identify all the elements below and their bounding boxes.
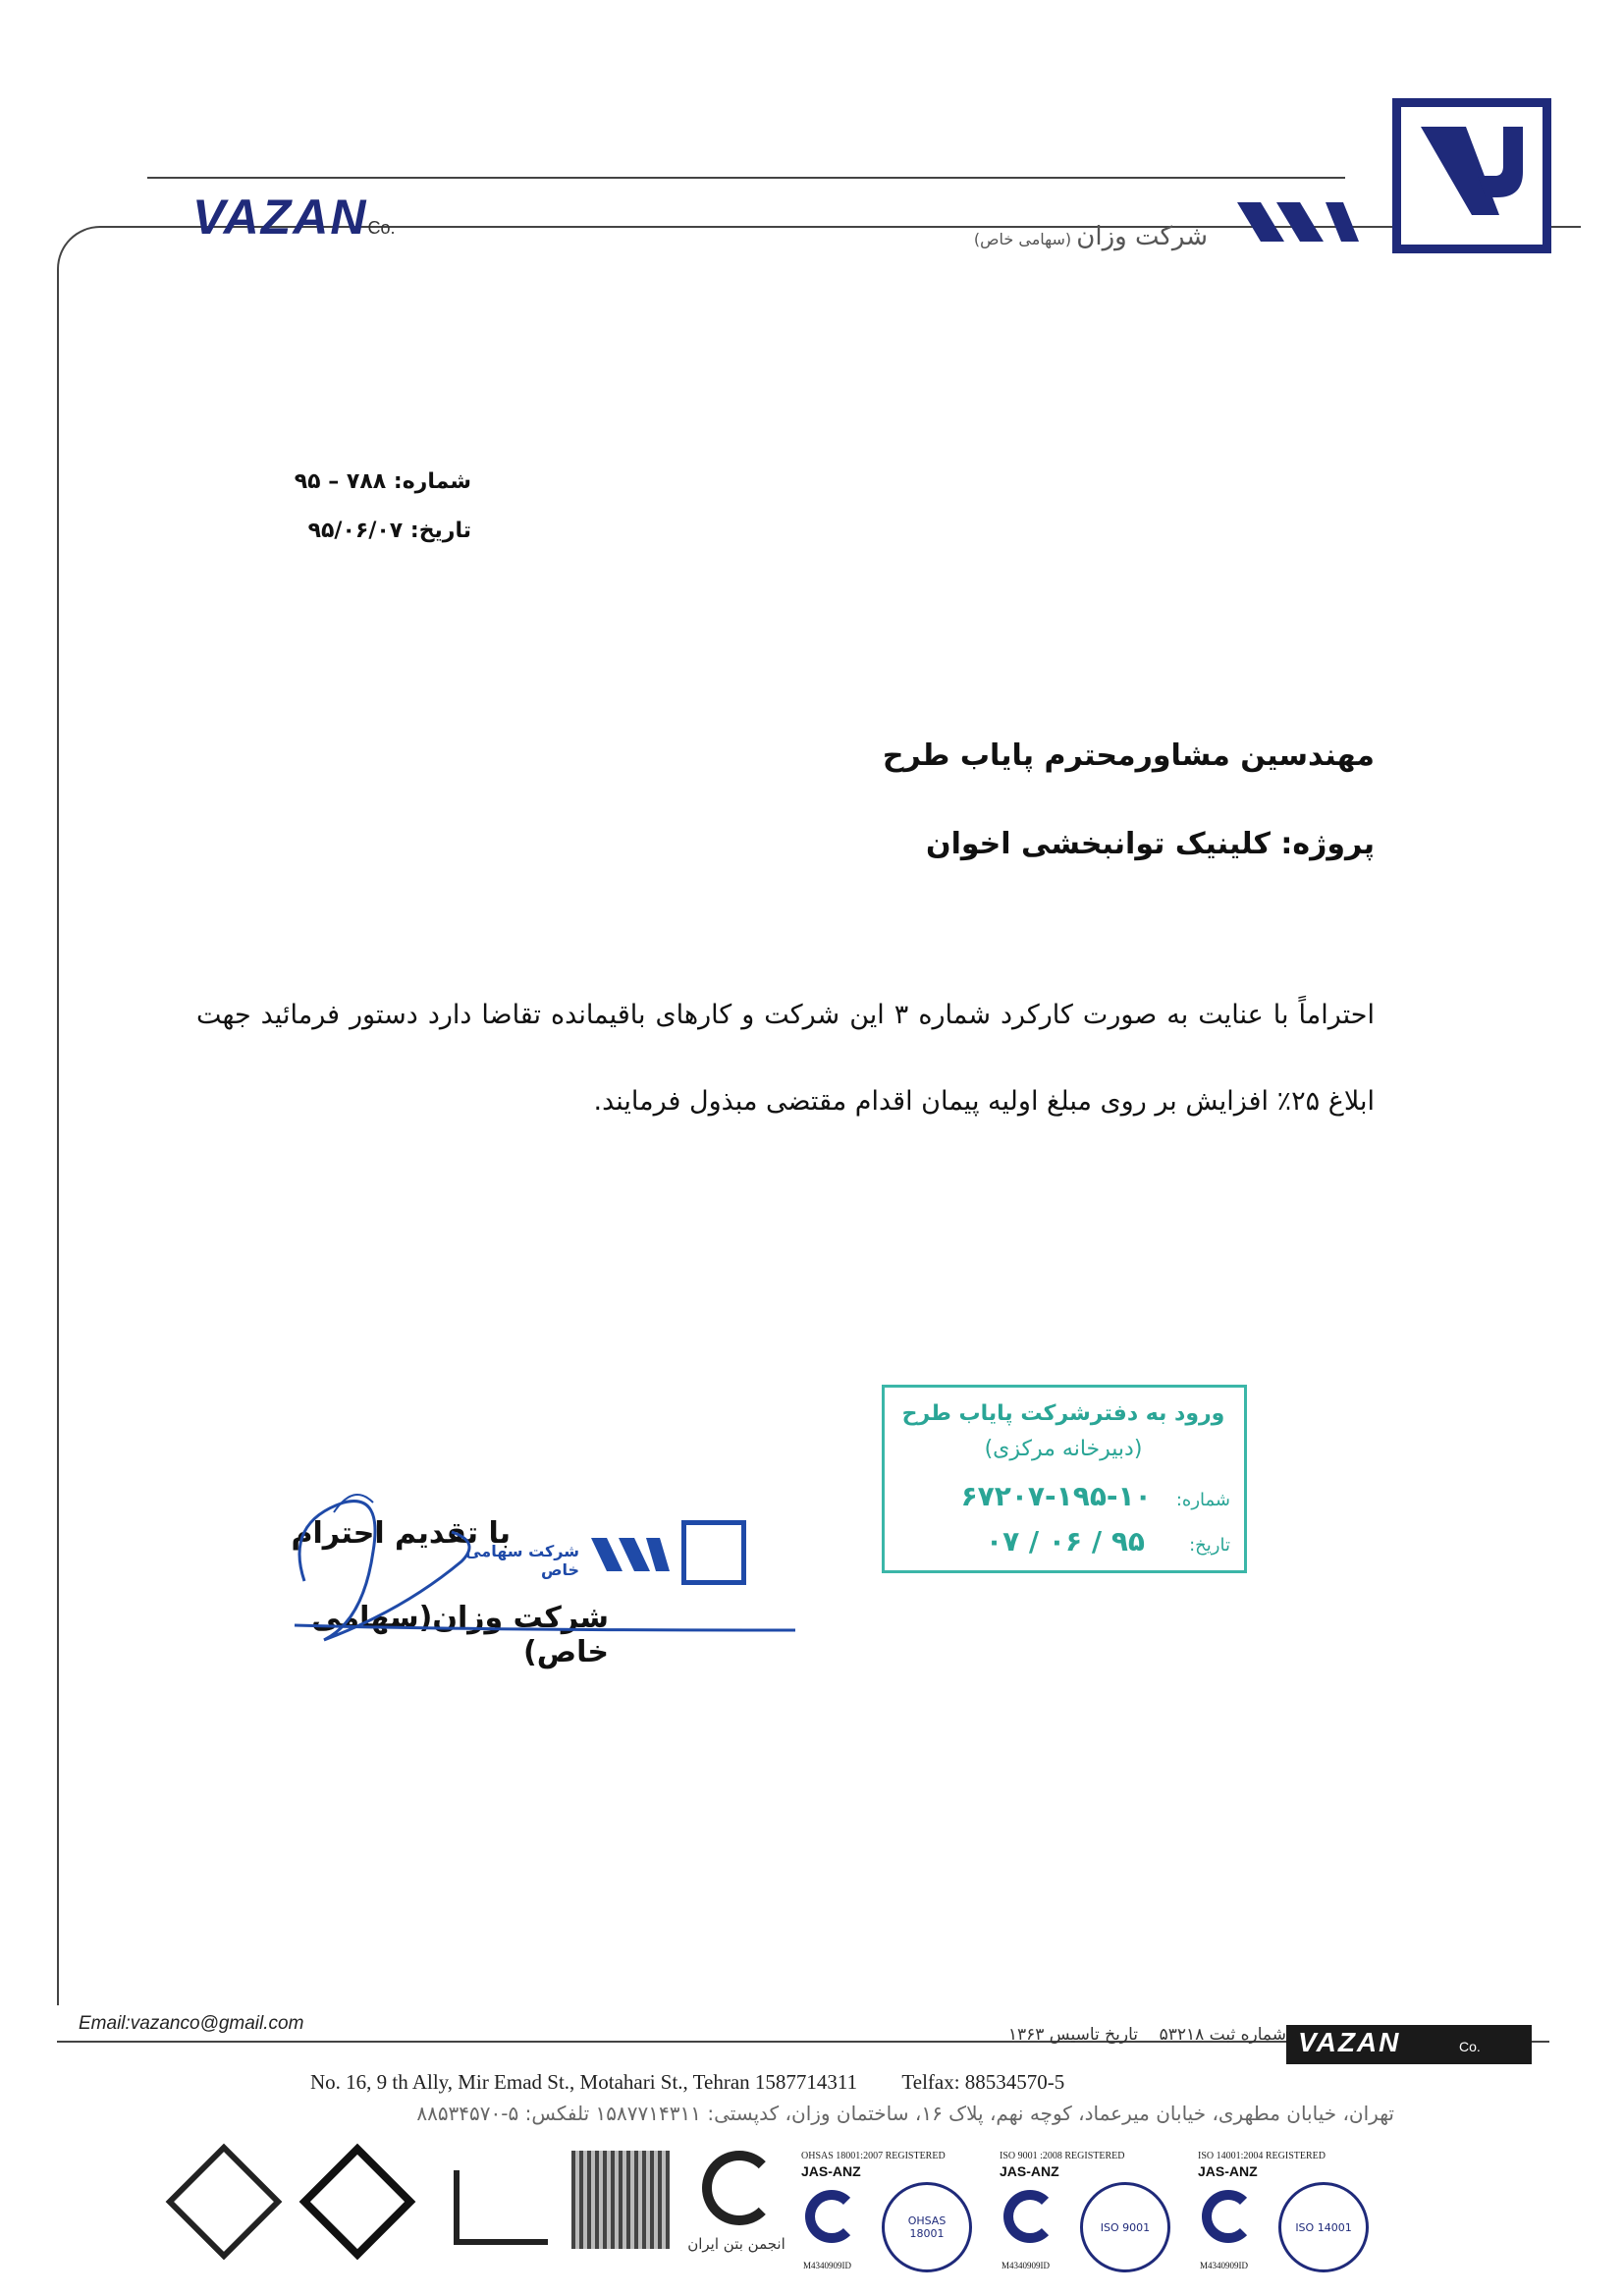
certification-1: [801, 2151, 982, 2288]
footer-registration-line: [864, 2025, 1286, 2045]
cert-1-seal-label: OHSAS 18001: [907, 2214, 947, 2240]
logo-mark-icon: [1401, 107, 1543, 245]
brand-slash-icon: [1227, 192, 1375, 251]
footer-registration: شماره ثبت ۵۳۲۱۸: [1159, 2025, 1286, 2045]
closing-line: با تقدیم احترام: [291, 1516, 511, 1551]
stamp-line-2: (دبیرخانه مرکزی): [984, 1437, 1143, 1461]
footer-brand-bar: [1286, 2025, 1532, 2064]
stamp-date-value: ۹۵ / ۰۶ / ۰۷: [985, 1525, 1146, 1558]
association-logo-3-icon: [454, 2170, 548, 2245]
stamp-date-row: [896, 1525, 1230, 1558]
reference-date-label: تاریخ:: [409, 519, 471, 543]
received-stamp: [882, 1385, 1247, 1573]
cert-3-badge: JAS-ANZ: [1198, 2163, 1258, 2179]
association-logo-1-icon: [166, 2144, 283, 2261]
stamp-line-1: ورود به دفترشرکت پایاب طرح: [901, 1401, 1225, 1426]
cert-3-seal-icon: [1278, 2182, 1369, 2272]
brand-persian: شرکت وزان: [1076, 222, 1208, 251]
stamp-number-row: [896, 1480, 1230, 1512]
brand-mark-fa: [1227, 192, 1375, 251]
cert-3-code: M4340909ID: [1200, 2261, 1248, 2270]
stamp-number-value: ۱۰-۱۹۵-۶۷۲۰۷: [960, 1480, 1152, 1512]
cert-2-c-icon: [1003, 2190, 1056, 2243]
brand-latin: VAZAN: [192, 190, 368, 245]
brand-persian-sub: (سهامی خاص): [973, 230, 1072, 248]
handwritten-signature-icon: [265, 1463, 795, 1699]
footer-address-en-text: No. 16, 9 th Ally, Mir Emad St., Motahari St., Tehran 1587714311: [310, 2070, 858, 2094]
cert-2-badge: JAS-ANZ: [1000, 2163, 1059, 2179]
cert-2-code: M4340909ID: [1001, 2261, 1050, 2270]
cert-1-code: M4340909ID: [803, 2261, 851, 2270]
reference-number: [236, 469, 471, 494]
body-paragraph: احتراماً با عنایت به صورت کارکرد شماره ۳ این شرکت و کارهای باقیمانده تقاضا دارد دستور فرمائید جهت ابلاغ ۲۵٪ افزایش بر روی مبلغ اولیه پیمان اقدام مقتضی مبذول فرمایند.: [196, 1000, 1375, 1117]
reference-number-value: ۷۸۸ – ۹۵: [294, 469, 387, 494]
association-logo-4-icon: [571, 2151, 670, 2249]
brand-latin-suffix: Co.: [367, 218, 396, 238]
footer-brand-latin: VAZAN: [1298, 2027, 1401, 2057]
cert-2-seal-icon: [1080, 2182, 1170, 2272]
association-caption-beton: انجمن بتن ایران: [687, 2235, 785, 2253]
cert-2-seal-label: ISO 9001: [1100, 2220, 1151, 2234]
stamp-date-label: تاریخ:: [1189, 1535, 1230, 1556]
cert-3-title: ISO 14001:2004 REGISTERED: [1198, 2151, 1326, 2161]
brand-wordmark-latin: [192, 189, 396, 246]
certification-3: [1198, 2151, 1379, 2288]
footer-founded: تاریخ تاسیس ۱۳۶۳: [1007, 2025, 1138, 2045]
association-logo-5-icon: [702, 2151, 777, 2225]
cert-1-c-icon: [805, 2190, 858, 2243]
recipient-line-1: مهندسین مشاورمحترم پایاب طرح: [882, 738, 1375, 773]
cert-1-title: OHSAS 18001:2007 REGISTERED: [801, 2151, 946, 2161]
cert-1-seal-icon: [882, 2182, 972, 2272]
footer-brand-suffix: Co.: [1459, 2039, 1481, 2054]
certification-2: [1000, 2151, 1180, 2288]
stamp-number-label: شماره:: [1175, 1490, 1230, 1510]
association-logos: [167, 2141, 795, 2278]
reference-date: [236, 519, 471, 543]
cert-2-title: ISO 9001 :2008 REGISTERED: [1000, 2151, 1125, 2161]
association-logo-2-icon: [299, 2144, 416, 2261]
footer-address-fa: تهران، خیابان مطهری، خیابان میرعماد، کوچه نهم، پلاک ۱۶، ساختمان وزان، کدپستی: ۱۵۸۷۷۱۴۳۱۱ تلفکس: ۵-۸۸۵۳۴۵۷۰: [416, 2102, 1394, 2125]
header-rule: [147, 177, 1345, 179]
seal-text: شرکت سهامی خاص: [465, 1542, 579, 1579]
footer-email: Email:vazanco@gmail.com: [79, 2013, 304, 2034]
reference-number-label: شماره:: [393, 469, 471, 494]
company-logo: [1392, 98, 1551, 253]
cert-3-seal-label: ISO 14001: [1295, 2220, 1352, 2234]
recipient-project-line: پروژه: کلینیک توانبخشی اخوان: [925, 827, 1375, 861]
footer-address-en: [310, 2070, 1557, 2095]
reference-date-value: ۹۵/۰۶/۰۷: [307, 519, 404, 543]
signatory-company: شرکت وزان(سهامی خاص): [311, 1601, 609, 1669]
cert-3-c-icon: [1202, 2190, 1255, 2243]
cert-1-badge: JAS-ANZ: [801, 2163, 861, 2179]
footer-telfax-en: Telfax: 88534570-5: [901, 2070, 1065, 2094]
brand-persian-line: [913, 222, 1208, 251]
